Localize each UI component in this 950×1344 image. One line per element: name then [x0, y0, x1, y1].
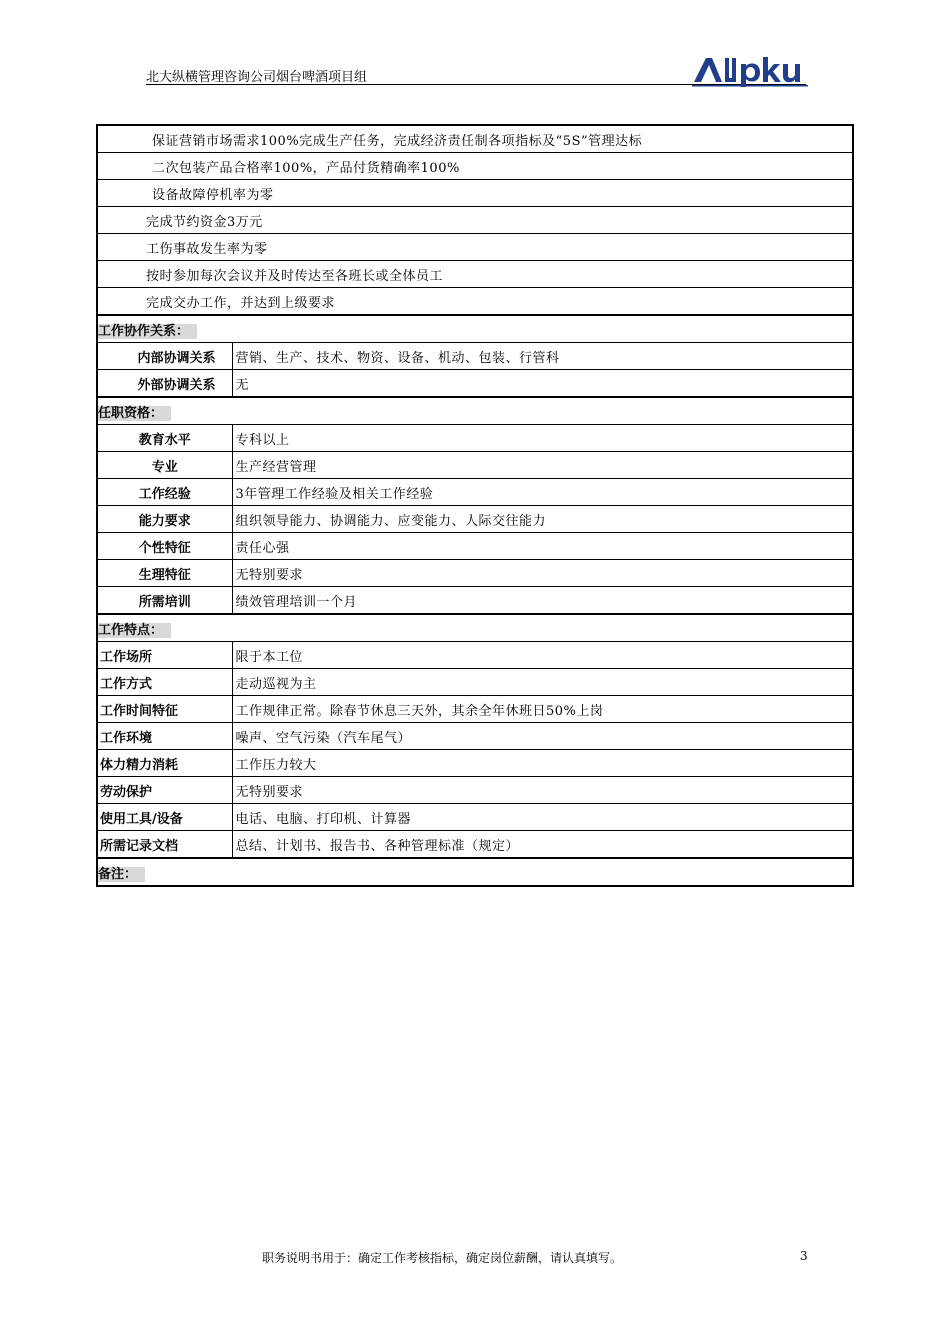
- table-row: [97, 750, 853, 777]
- table-row: [97, 343, 853, 370]
- row-value: 工作压力较大: [232, 750, 853, 777]
- row-value: 责任心强: [232, 533, 853, 560]
- row-label: 所需记录文档: [97, 831, 232, 859]
- table-row: [97, 370, 853, 398]
- duty-text: 完成节约资金3万元: [97, 207, 853, 234]
- row-label: 个性特征: [97, 533, 232, 560]
- row-label: 使用工具/设备: [97, 804, 232, 831]
- table-row: [97, 696, 853, 723]
- row-value: 总结、计划书、报告书、各种管理标准（规定）: [232, 831, 853, 859]
- row-label: 工作方式: [97, 669, 232, 696]
- duty-row: [97, 153, 853, 180]
- row-value: 生产经营管理: [232, 452, 853, 479]
- section-header-cooperation: [97, 315, 853, 343]
- row-value: 专科以上: [232, 425, 853, 452]
- row-label: 所需培训: [97, 587, 232, 615]
- table-row: [97, 587, 853, 615]
- table-row: [97, 669, 853, 696]
- row-label: 生理特征: [97, 560, 232, 587]
- duty-row: [97, 288, 853, 316]
- row-label: 外部协调关系: [97, 370, 232, 398]
- page-number: 3: [800, 1249, 808, 1263]
- row-label: 内部协调关系: [97, 343, 232, 370]
- duty-row: [97, 180, 853, 207]
- duty-row: [97, 125, 853, 153]
- row-label: 教育水平: [97, 425, 232, 452]
- table-row: [97, 642, 853, 669]
- row-value: 3年管理工作经验及相关工作经验: [232, 479, 853, 506]
- duty-text: 按时参加每次会议并及时传达至各班长或全体员工: [97, 261, 853, 288]
- allpku-logo: [692, 52, 808, 88]
- row-value: 营销、生产、技术、物资、设备、机动、包装、行管科: [232, 343, 853, 370]
- row-label: 工作场所: [97, 642, 232, 669]
- row-label: 专业: [97, 452, 232, 479]
- section-title-notes: 备注：: [98, 867, 145, 882]
- row-value: 无特别要求: [232, 777, 853, 804]
- row-value: 电话、电脑、打印机、计算器: [232, 804, 853, 831]
- section-header-notes: [97, 858, 853, 886]
- table-row: [97, 533, 853, 560]
- duty-text: 工伤事故发生率为零: [97, 234, 853, 261]
- duty-row: [97, 234, 853, 261]
- header-org-text: 北大纵横管理咨询公司烟台啤酒项目组: [146, 70, 368, 85]
- duty-text: 二次包装产品合格率100%，产品付货精确率100%: [97, 153, 853, 180]
- row-label: 工作经验: [97, 479, 232, 506]
- job-description-table: [96, 124, 854, 887]
- table-row: [97, 425, 853, 452]
- row-label: 劳动保护: [97, 777, 232, 804]
- row-value: 工作规律正常。除春节休息三天外，其余全年休班日50%上岗: [232, 696, 853, 723]
- section-header-qualifications: [97, 397, 853, 425]
- duty-text: 完成交办工作，并达到上级要求: [97, 288, 853, 316]
- row-value: 噪声、空气污染（汽车尾气）: [232, 723, 853, 750]
- table-row: [97, 560, 853, 587]
- row-label: 体力精力消耗: [97, 750, 232, 777]
- table-row: [97, 452, 853, 479]
- row-label: 工作时间特征: [97, 696, 232, 723]
- row-label: 工作环境: [97, 723, 232, 750]
- row-value: 绩效管理培训一个月: [232, 587, 853, 615]
- row-value: 走动巡视为主: [232, 669, 853, 696]
- section-title-qualifications: 任职资格：: [98, 406, 171, 421]
- table-row: [97, 506, 853, 533]
- row-value: 无: [232, 370, 853, 398]
- table-row: [97, 804, 853, 831]
- row-label: 能力要求: [97, 506, 232, 533]
- section-header-features: [97, 614, 853, 642]
- section-title-features: 工作特点：: [98, 623, 171, 638]
- table-row: [97, 831, 853, 859]
- row-value: 限于本工位: [232, 642, 853, 669]
- footer-text: 职务说明书用于：确定工作考核指标，确定岗位薪酬，请认真填写。: [262, 1251, 623, 1265]
- duty-text: 设备故障停机率为零: [97, 180, 853, 207]
- table-row: [97, 723, 853, 750]
- duty-row: [97, 207, 853, 234]
- table-row: [97, 777, 853, 804]
- section-title-cooperation: 工作协作关系：: [98, 324, 197, 339]
- row-value: 组织领导能力、协调能力、应变能力、人际交往能力: [232, 506, 853, 533]
- duty-text: 保证营销市场需求100%完成生产任务，完成经济责任制各项指标及“5S”管理达标: [97, 125, 853, 153]
- duty-row: [97, 261, 853, 288]
- row-value: 无特别要求: [232, 560, 853, 587]
- table-row: [97, 479, 853, 506]
